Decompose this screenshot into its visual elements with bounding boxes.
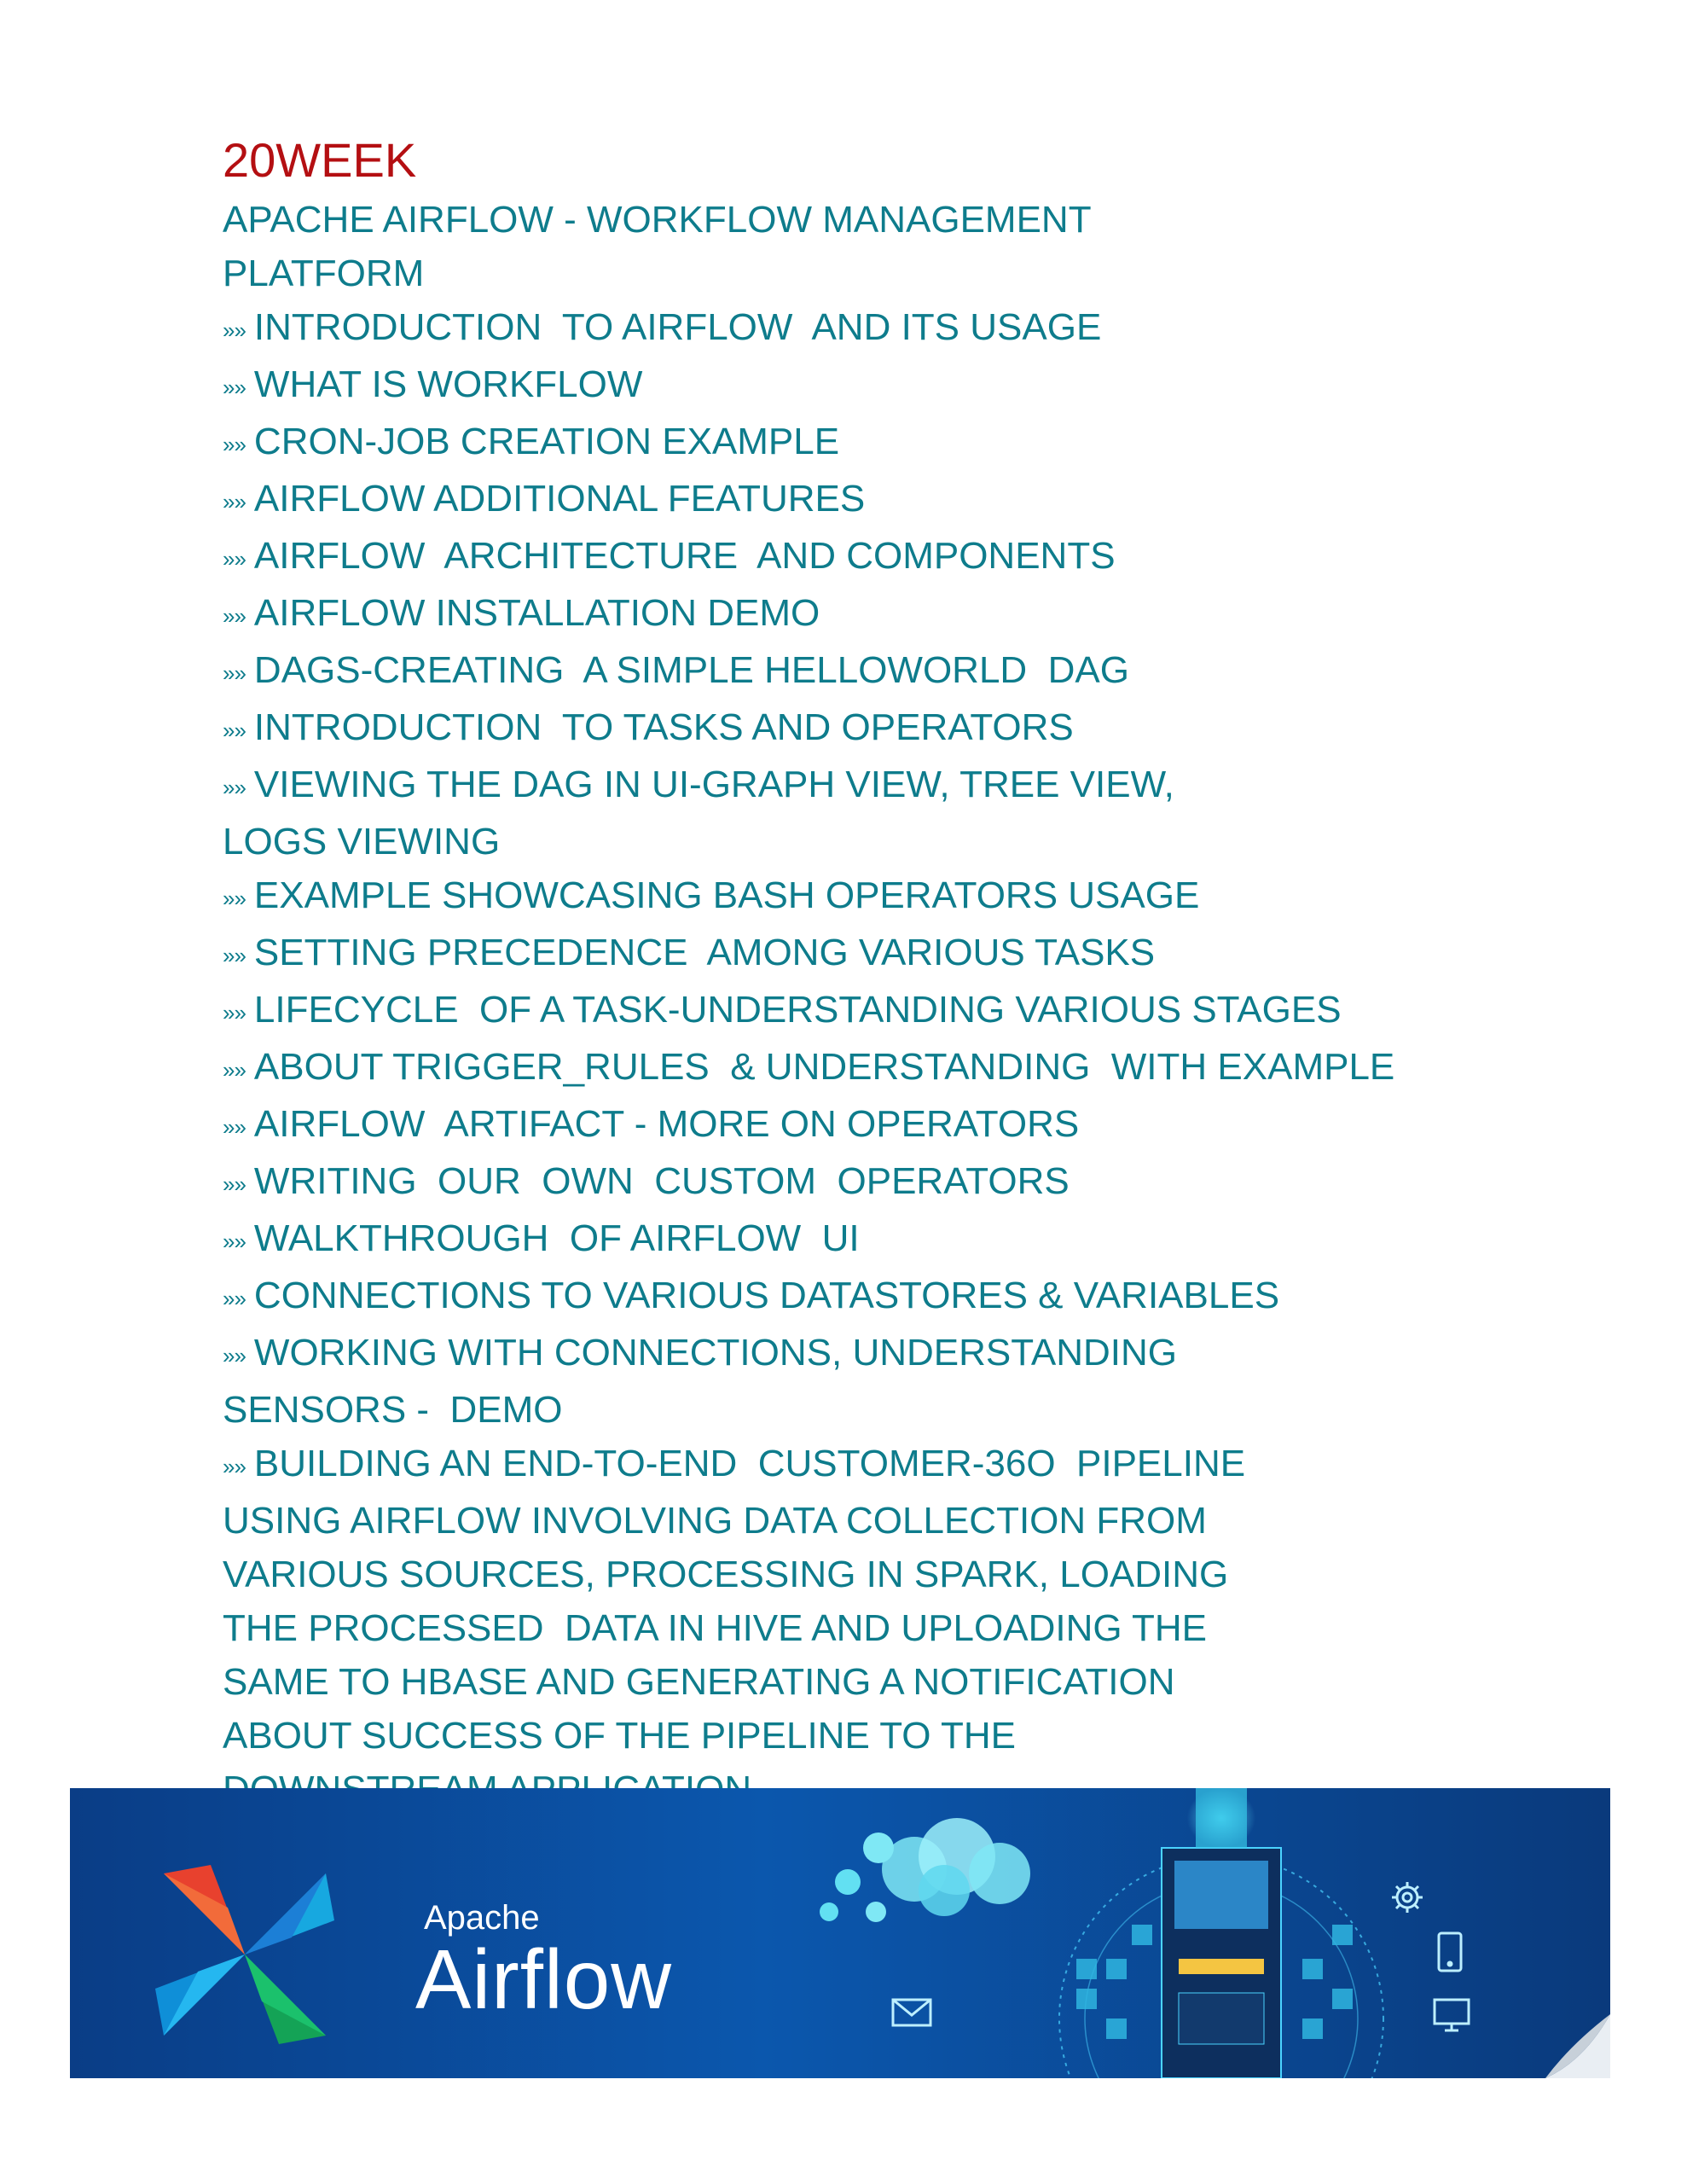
- outline-line: [223, 300, 1502, 357]
- outline-line-text: WALKTHROUGH OF AIRFLOW UI: [253, 1217, 860, 1259]
- outline-line: [223, 529, 1502, 586]
- outline-line: [223, 415, 1502, 472]
- outline-line-text: DAGS-CREATING A SIMPLE HELLOWORLD DAG: [253, 649, 1129, 691]
- outline-line: [223, 247, 1502, 300]
- course-outline: [223, 128, 1502, 1816]
- bullet-icon: »»: [223, 317, 246, 343]
- outline-line: [223, 1548, 1502, 1601]
- outline-line: [223, 1326, 1502, 1383]
- outline-line: [223, 1269, 1502, 1326]
- outline-line-text: PLATFORM: [223, 253, 425, 294]
- bullet-icon: »»: [223, 1057, 246, 1083]
- outline-line-text: SETTING PRECEDENCE AMONG VARIOUS TASKS: [253, 932, 1156, 973]
- outline-line-text: SENSORS - DEMO: [223, 1389, 563, 1431]
- bullet-icon: »»: [223, 375, 246, 400]
- outline-line-text: CRON-JOB CREATION EXAMPLE: [253, 421, 840, 462]
- outline-line-text: AIRFLOW ARCHITECTURE AND COMPONENTS: [253, 535, 1116, 577]
- bullet-icon: »»: [223, 943, 246, 968]
- outline-line-text: ABOUT TRIGGER_RULES & UNDERSTANDING WITH EXAMPLE: [253, 1046, 1395, 1088]
- outline-line: [223, 1494, 1502, 1548]
- outline-line-text: APACHE AIRFLOW - WORKFLOW MANAGEMENT: [223, 199, 1092, 241]
- outline-line-text: AIRFLOW INSTALLATION DEMO: [253, 592, 820, 634]
- bullet-icon: »»: [223, 717, 246, 743]
- banner-artwork: [70, 1788, 1610, 2078]
- bullet-icon: »»: [223, 432, 246, 457]
- outline-line-text: LOGS VIEWING: [223, 821, 501, 863]
- outline-line: [223, 472, 1502, 529]
- bullet-icon: »»: [223, 1343, 246, 1368]
- outline-line-text: AIRFLOW ADDITIONAL FEATURES: [253, 478, 866, 520]
- bullet-icon: »»: [223, 886, 246, 911]
- outline-line-text: EXAMPLE SHOWCASING BASH OPERATORS USAGE: [253, 874, 1200, 916]
- outline-line: [223, 643, 1502, 700]
- bullet-icon: »»: [223, 1454, 246, 1479]
- outline-line: [223, 1437, 1502, 1494]
- outline-line-text: LIFECYCLE OF A TASK-UNDERSTANDING VARIOUS STAGES: [253, 989, 1342, 1031]
- outline-line: [223, 1383, 1502, 1437]
- bullet-icon: »»: [223, 1171, 246, 1197]
- bullet-icon: »»: [223, 775, 246, 800]
- outline-line: [223, 357, 1502, 415]
- outline-line: [223, 193, 1502, 247]
- logo-airflow-text: Airflow: [415, 1932, 673, 2026]
- outline-line: [223, 815, 1502, 868]
- outline-line-text: WORKING WITH CONNECTIONS, UNDERSTANDING: [253, 1332, 1177, 1374]
- bullet-icon: »»: [223, 1228, 246, 1254]
- outline-line: [223, 700, 1502, 758]
- outline-line: [223, 1709, 1502, 1763]
- bullet-icon: »»: [223, 489, 246, 514]
- outline-line: [223, 1655, 1502, 1709]
- airflow-banner: [70, 1788, 1610, 2078]
- bullet-icon: »»: [223, 660, 246, 686]
- outline-line: [223, 1154, 1502, 1211]
- bullet-icon: »»: [223, 546, 246, 572]
- outline-line: [223, 868, 1502, 926]
- outline-line: [223, 1040, 1502, 1097]
- outline-line-text: CONNECTIONS TO VARIOUS DATASTORES & VARIABLES: [253, 1275, 1280, 1316]
- outline-line: [223, 1601, 1502, 1655]
- bullet-icon: »»: [223, 603, 246, 629]
- outline-line-text: SAME TO HBASE AND GENERATING A NOTIFICATION: [223, 1661, 1175, 1703]
- outline-line: [223, 1211, 1502, 1269]
- outline-line-text: BUILDING AN END-TO-END CUSTOMER-36O PIPELINE: [253, 1443, 1246, 1484]
- outline-line-text: VIEWING THE DAG IN UI-GRAPH VIEW, TREE VIEW,: [253, 764, 1174, 805]
- outline-line-text: THE PROCESSED DATA IN HIVE AND UPLOADING THE: [223, 1607, 1208, 1649]
- outline-line: [223, 983, 1502, 1040]
- outline-line-text: USING AIRFLOW INVOLVING DATA COLLECTION FROM: [223, 1500, 1207, 1542]
- outline-line: [223, 758, 1502, 815]
- outline-line: [223, 1097, 1502, 1154]
- outline-line: [223, 926, 1502, 983]
- outline-line-text: INTRODUCTION TO TASKS AND OPERATORS: [253, 706, 1074, 748]
- outline-line-text: INTRODUCTION TO AIRFLOW AND ITS USAGE: [253, 306, 1102, 348]
- week-title: 20WEEK: [223, 133, 417, 187]
- bullet-icon: »»: [223, 1000, 246, 1025]
- outline-line-text: AIRFLOW ARTIFACT - MORE ON OPERATORS: [253, 1103, 1080, 1145]
- bullet-icon: »»: [223, 1286, 246, 1311]
- outline-line-text: ABOUT SUCCESS OF THE PIPELINE TO THE: [223, 1715, 1016, 1757]
- outline-line-text: WHAT IS WORKFLOW: [253, 363, 643, 405]
- bullet-icon: »»: [223, 1114, 246, 1140]
- logo-apache-text: Apache: [424, 1899, 540, 1937]
- outline-line: [223, 586, 1502, 643]
- outline-line-text: WRITING OUR OWN CUSTOM OPERATORS: [253, 1160, 1070, 1202]
- outline-line-text: VARIOUS SOURCES, PROCESSING IN SPARK, LOADING: [223, 1554, 1229, 1595]
- outline-lines: [223, 193, 1502, 1816]
